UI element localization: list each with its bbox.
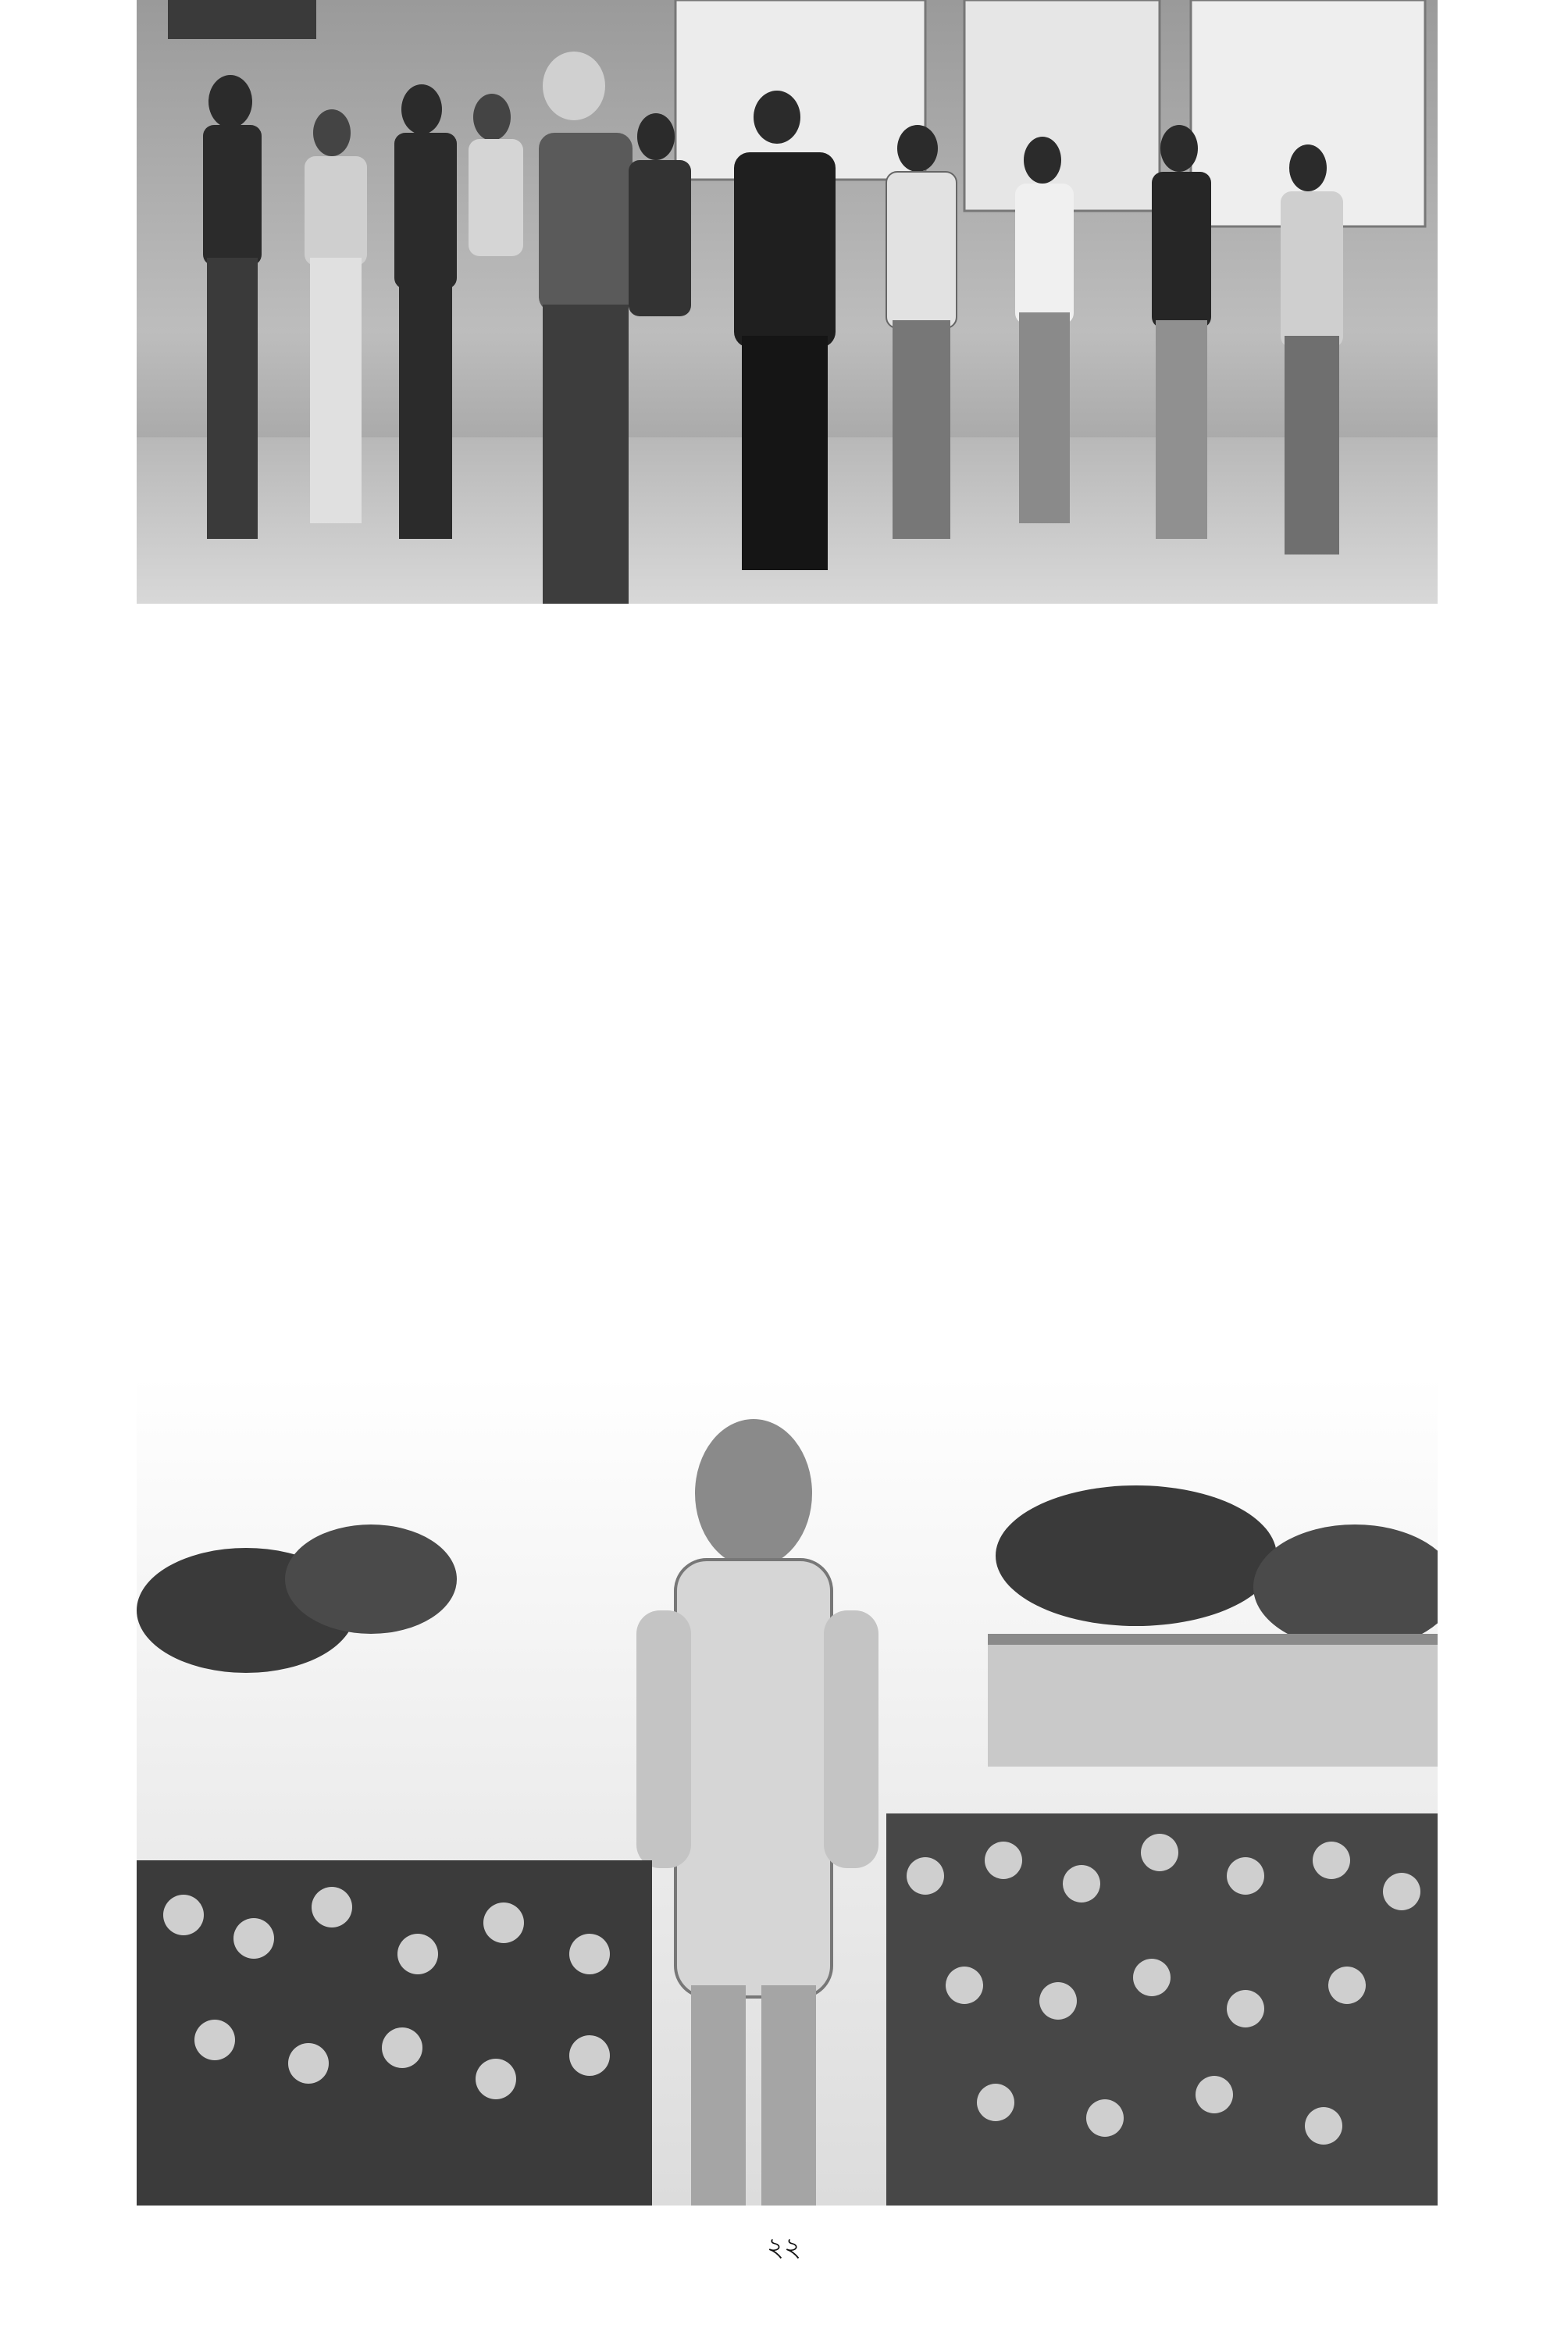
text-line <box>814 733 1438 769</box>
text-line <box>137 698 761 734</box>
text-line <box>814 1196 1438 1232</box>
text-line <box>137 662 761 698</box>
text-line <box>137 982 761 1018</box>
outdoor-crowd-photo <box>137 1376 1438 2206</box>
text-line <box>814 1339 1438 1375</box>
text-line <box>814 662 1438 698</box>
bottom-photo <box>137 1376 1438 2206</box>
text-line <box>137 1018 761 1054</box>
text-line <box>814 876 1438 912</box>
text-line <box>137 1339 761 1375</box>
text-line <box>814 947 1438 983</box>
text-line <box>137 1303 761 1339</box>
text-line <box>814 1125 1438 1161</box>
text-line <box>137 1125 761 1161</box>
text-line <box>814 911 1438 947</box>
text-line <box>814 982 1438 1018</box>
text-line <box>814 804 1438 840</box>
text-line <box>137 1268 761 1303</box>
text-line <box>814 698 1438 734</box>
workshop-group-photo <box>137 0 1438 604</box>
text-line <box>814 1303 1438 1339</box>
top-photo <box>137 0 1438 604</box>
text-line <box>137 804 761 840</box>
text-line <box>814 1054 1438 1090</box>
text-line <box>137 1196 761 1232</box>
text-line <box>137 769 761 805</box>
text-line <box>137 1054 761 1090</box>
text-line <box>814 840 1438 876</box>
text-line <box>137 733 761 769</box>
text-line <box>137 1232 761 1268</box>
text-line <box>814 1268 1438 1303</box>
text-line <box>137 876 761 912</box>
text-line <box>814 1161 1438 1196</box>
text-line <box>137 911 761 947</box>
text-line <box>137 1161 761 1196</box>
page-number: ২২ <box>766 2232 802 2263</box>
text-line <box>814 769 1438 805</box>
text-line <box>137 1089 761 1125</box>
text-line <box>814 1232 1438 1268</box>
text-line <box>814 1089 1438 1125</box>
text-line <box>137 840 761 876</box>
text-line <box>814 1018 1438 1054</box>
text-line <box>137 947 761 983</box>
